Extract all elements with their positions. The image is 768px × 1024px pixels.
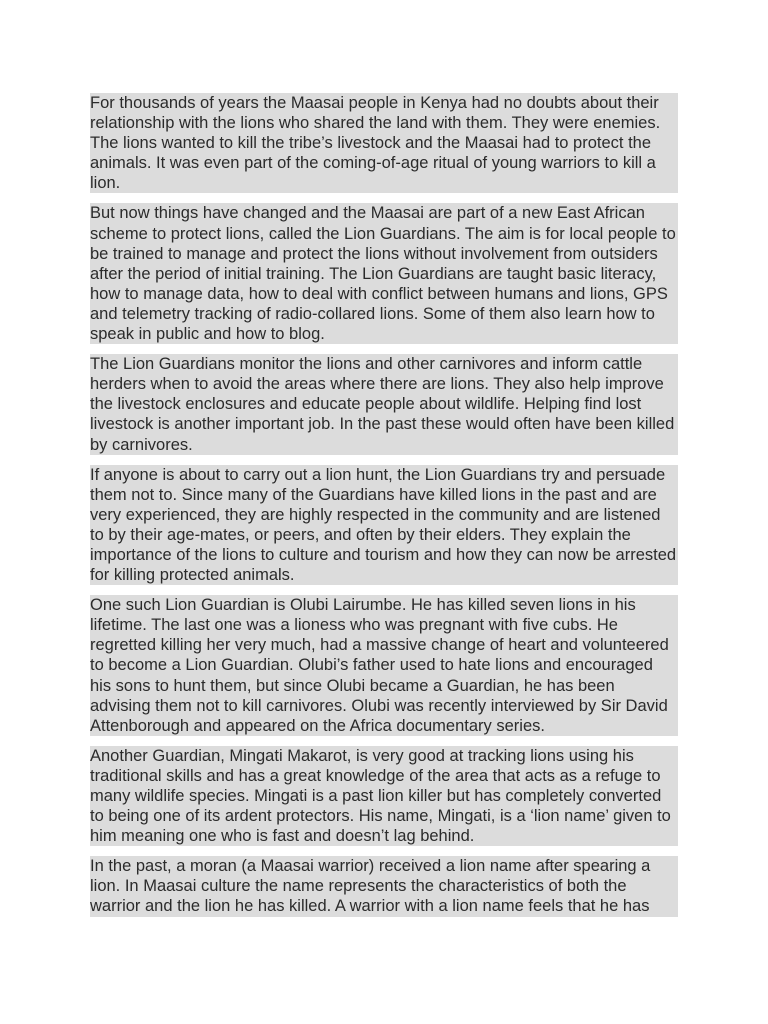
paragraph-1: For thousands of years the Maasai people in Kenya had no doubts about their relationship with the lions who shared the land with them. They were enemies. The lions wanted to kill the tribe’s livestock and the Maasai had to protect the animals. It was even part of the coming-of-age ritual of young warriors to kill a lion. [90, 93, 678, 193]
paragraph-7: In the past, a moran (a Maasai warrior) received a lion name after spearing a lion. In Maasai culture the name represents the characteristics of both the warrior and the lion he has killed. A warrior with a lion name feels that he has [90, 856, 678, 916]
paragraph-3: The Lion Guardians monitor the lions and other carnivores and inform cattle herders when to avoid the areas where there are lions. They also help improve the livestock enclosures and educate people about wildlife. Helping find lost livestock is another important job. In the past these would often have been killed by carnivores. [90, 354, 678, 454]
paragraph-6: Another Guardian, Mingati Makarot, is very good at tracking lions using his traditional skills and has a great knowledge of the area that acts as a refuge to many wildlife species. Mingati is a past lion killer but has completely converted to being one of its ardent protectors. His name, Mingati, is a ‘lion name’ given to him meaning one who is fast and doesn’t lag behind. [90, 746, 678, 846]
paragraph-5: One such Lion Guardian is Olubi Lairumbe. He has killed seven lions in his lifetime. The last one was a lioness who was pregnant with five cubs. He regretted killing her very much, had a massive change of heart and volunteered to become a Lion Guardian. Olubi’s father used to hate lions and encouraged his sons to hunt them, but since Olubi became a Guardian, he has been advising them not to kill carnivores. Olubi was recently interviewed by Sir David Attenborough and appeared on the Africa documentary series. [90, 595, 678, 736]
paragraph-4: If anyone is about to carry out a lion hunt, the Lion Guardians try and persuade them not to. Since many of the Guardians have killed lions in the past and are very experienced, they are highly respected in the community and are listened to by their age-mates, or peers, and often by their elders. They explain the importance of the lions to culture and tourism and how they can now be arrested for killing protected animals. [90, 465, 677, 585]
article-body [90, 93, 678, 917]
paragraph-2: But now things have changed and the Maasai are part of a new East African scheme to protect lions, called the Lion Guardians. The aim is for local people to be trained to manage and protect the lions without involvement from outsiders after the period of initial training. The Lion Guardians are taught basic literacy, how to manage data, how to deal with conflict between humans and lions, GPS and telemetry tracking of radio-collared lions. Some of them also learn how to speak in public and how to blog. [90, 203, 678, 344]
